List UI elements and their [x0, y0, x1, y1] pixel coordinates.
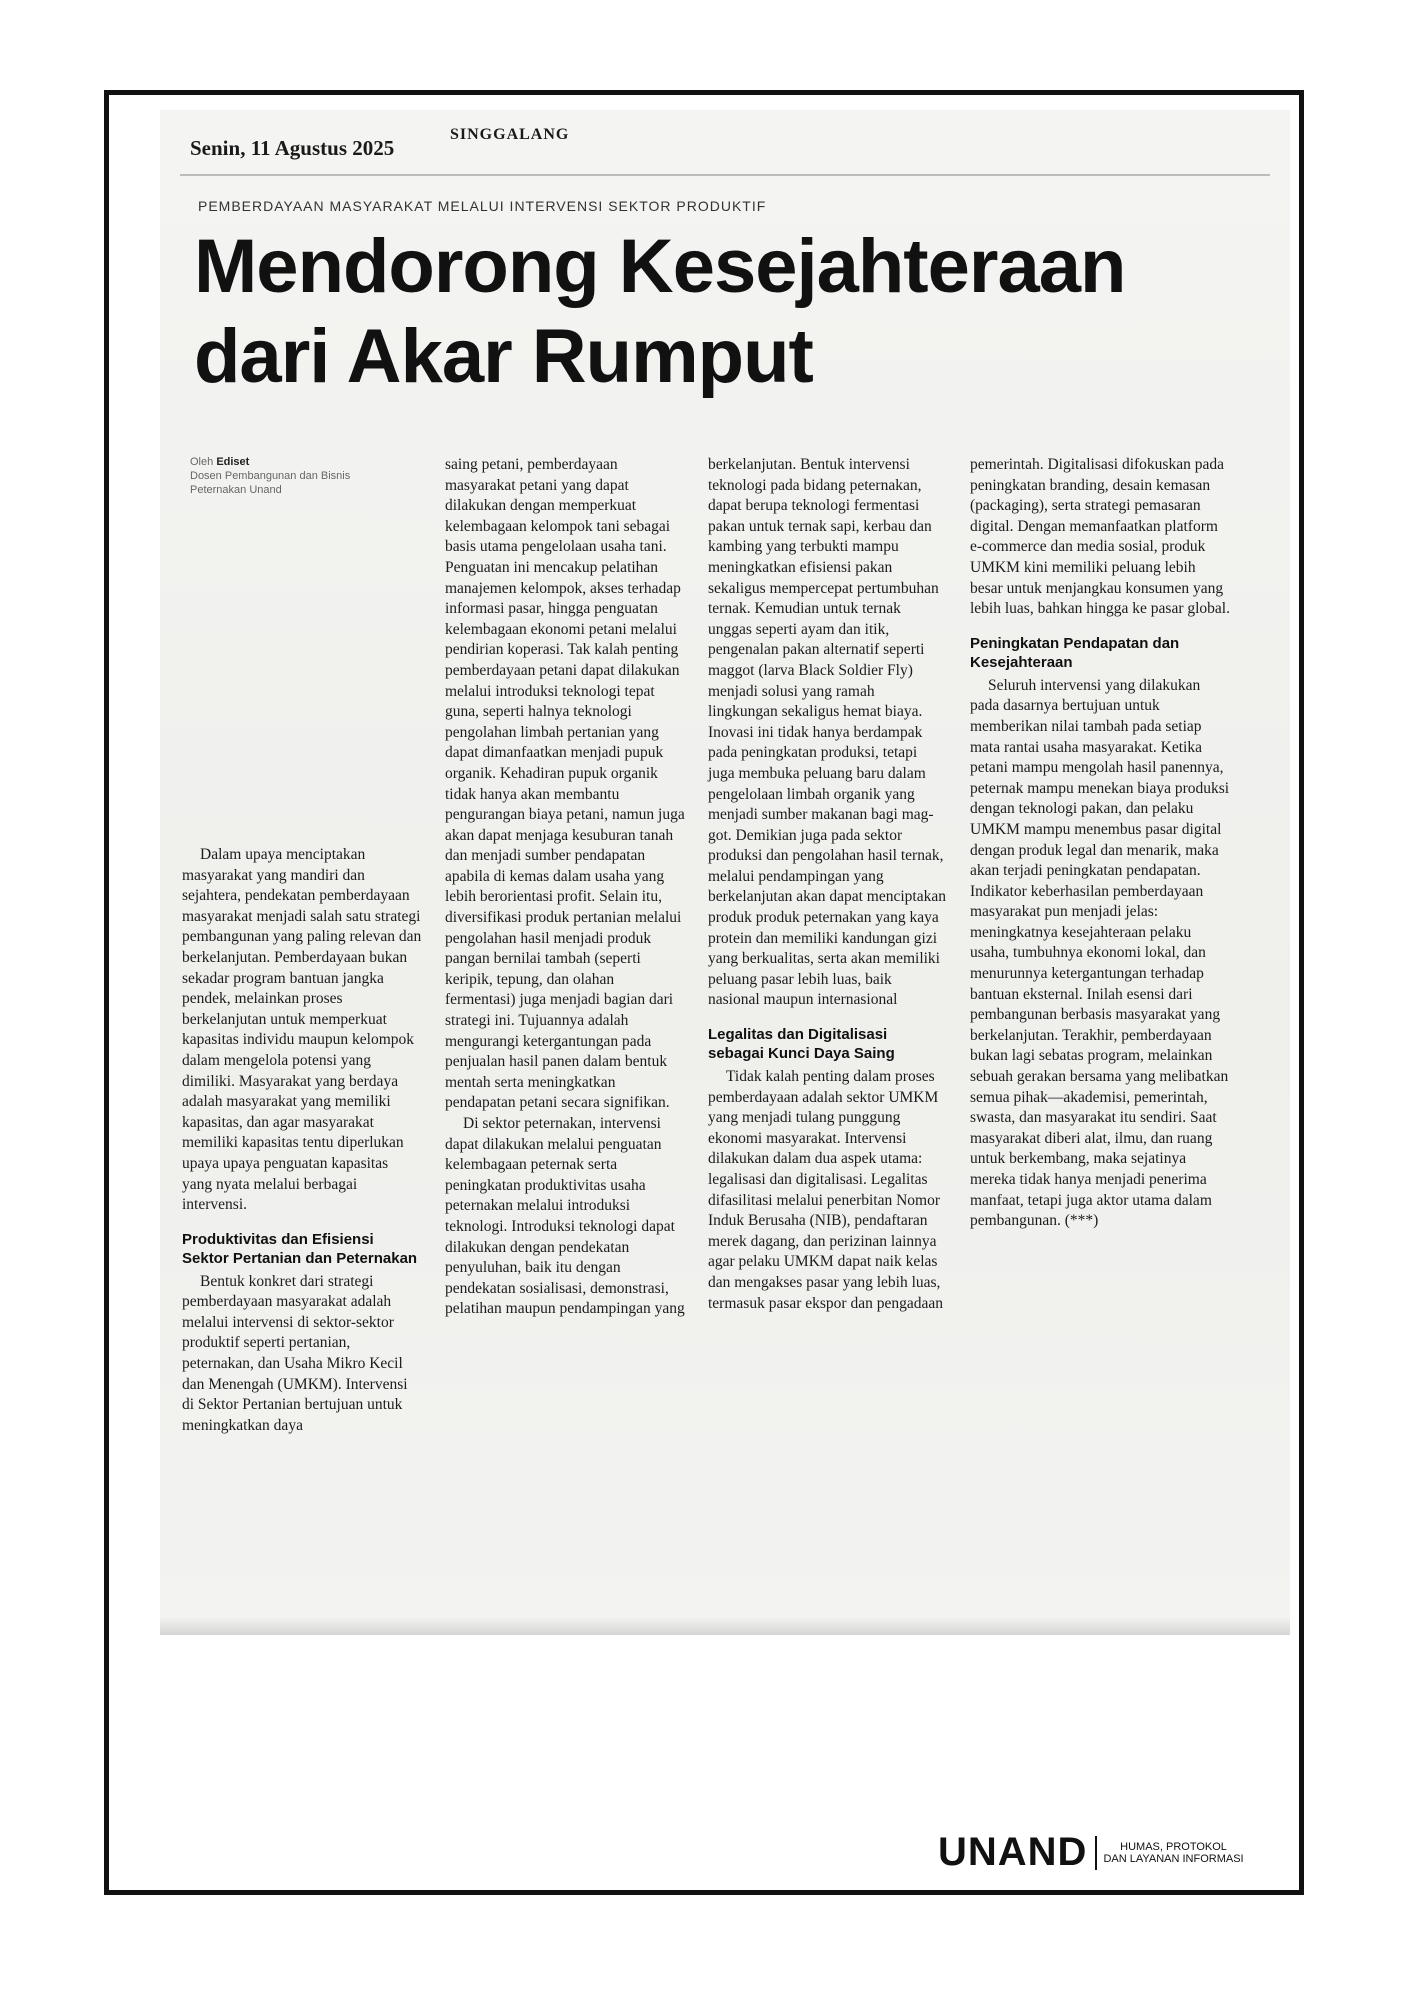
paragraph: Di sektor peternakan, intervensi dapat dilakukan melalui penguatan kelembagaan peternak serta peningkatan produktivitas usaha peternakan melalui introduksi teknologi. Introduksi teknologi dapat dilakukan dengan pendekatan penyuluhan, baik itu dengan pendekatan sosialisasi, demonstrasi, pelatihan maupun pendampingan yang — [445, 1115, 685, 1318]
headline — [194, 222, 1274, 402]
section-heading: Peningkatan Pendapatan dan Kesejahteraan — [970, 634, 1180, 671]
unit-line-2: DAN LAYANAN INFORMASI — [1103, 1852, 1244, 1865]
paragraph: Seluruh intervensi yang dilakukan pada dasarnya bertujuan untuk memberikan nilai tambah pada setiap mata rantai usaha masyarakat. Ketika petani mampu mengolah hasil panennya, peternak mampu menekan biaya produksi dengan teknologi pakan, dan pelaku UMKM mampu menembus pasar digital dengan produk legal dan menarik, maka akan terjadi peningkatan pendapatan. Indikator keberhasilan pemberdayaan masyarakat pun menjadi jelas: meningkatnya kesejahteraan pelaku usaha, tumbuhnya ekonomi lokal, dan menurunnya ketergantungan terhadap bantuan eksternal. Inilah esensi dari pembangunan berbasis masyarakat yang berkelanjutan. Terakhir, pemberdayaan bukan lagi sebatas program, melainkan sebuah gerakan bersama yang melibatkan semua pihak—akademisi, pemerintah, swasta, dan masyarakat itu sendiri. Saat masyarakat diberi alat, ilmu, dan ruang untuk berkembang, maka sejatinya mereka tidak hanya menjadi penerima manfaat, tetapi juga aktor utama dalam pembangunan. (***) — [970, 676, 1230, 1230]
byline-role-2: Peternakan Unand — [190, 484, 282, 496]
article-column-3 — [708, 455, 946, 1314]
kicker: PEMBERDAYAAN MASYARAKAT MELALUI INTERVENSI SEKTOR PRODUKTIF — [198, 198, 767, 214]
byline-prefix: Oleh — [190, 456, 214, 468]
paragraph: Dalam upaya menciptakan masyarakat yang mandiri dan sejahtera, pendekatan pemberdayaan masyarakat menjadi salah satu strategi pembangunan yang paling relevan dan berkelanjutan. Pemberdayaan bukan sekadar program bantuan jangka pendek, melainkan proses berkelanjutan untuk memperkuat kapasitas individu maupun kelompok dalam mengelola potensi yang dimiliki. Masyarakat yang berdaya adalah masyarakat yang memiliki kapasitas, dan agar masyarakat memiliki kapasitas tentu diperlukan upaya upaya penguatan kapasitas yang nyata melalui berbagai intervensi. — [182, 846, 422, 1214]
publication-date: Senin, 11 Agustus 2025 — [190, 136, 395, 160]
logo-wordmark: UNAND — [938, 1830, 1088, 1874]
article-column-2 — [445, 455, 685, 1320]
byline — [190, 455, 390, 497]
byline-role-1: Dosen Pembangunan dan Bisnis — [190, 470, 351, 482]
paragraph: berkelanjutan. Bentuk intervensi teknologi pada bidang peternakan, dapat berupa teknologi fermentasi pakan untuk ternak sapi, kerbau dan kambing yang terbukti mampu meningkatkan efisiensi pakan sekaligus mempercepat pertumbuhan ternak. Kemudian untuk ternak unggas seperti ayam dan itik, pengenalan pakan alternatif seperti maggot (larva Black Soldier Fly) menjadi solusi yang ramah lingkungan sekaligus hemat biaya. Inovasi ini tidak hanya berdampak pada peningkatan produksi, tetapi juga membuka peluang baru dalam pengelolaan limbah organik yang menjadi sumber makanan bagi mag-got. Demikian juga pada sektor produksi dan pengolahan hasil ternak, melalui pendampingan yang berkelanjutan akan dapat menciptakan produk produk peternakan yang kaya protein dan memiliki kandungan gizi yang berkualitas, serta akan memiliki peluang pasar lebih luas, baik nasional maupun internasional — [708, 456, 946, 1009]
publication-name: SINGGALANG — [450, 126, 570, 143]
byline-author: Ediset — [216, 456, 250, 468]
paragraph: Bentuk konkret dari strategi pemberdayaan masyarakat adalah melalui intervensi di sektor-sektor produktif seperti pertanian, peternakan, dan Usaha Mikro Kecil dan Menengah (UMKM). Intervensi di Sektor Pertanian bertujuan untuk meningkatkan daya — [182, 1272, 408, 1434]
header-divider — [180, 174, 1270, 176]
section-heading: Produktivitas dan Efisiensi Sektor Pertanian dan Peternakan — [182, 1230, 418, 1267]
logo-unit-name — [1103, 1841, 1243, 1865]
paragraph: saing petani, pemberdayaan masyarakat petani yang dapat dilakukan dengan memperkuat kelembagaan kelompok tani sebagai basis utama pengelolaan usaha tani. Penguatan ini mencakup pelatihan manajemen kelompok, akses terhadap informasi pasar, hingga penguatan kelembagaan ekonomi petani melalui pendirian koperasi. Tak kalah penting pemberdayaan petani dapat dilakukan melalui introduksi teknologi tepat guna, seperti halnya teknologi pengolahan limbah pertanian yang dapat dimanfaatkan menjadi pupuk organik. Kehadiran pupuk organik tidak hanya akan membantu pengurangan biaya petani, namun juga akan dapat menjaga kesuburan tanah dan menjadi sumber pendapatan apabila di kemas dalam usaha yang lebih berorientasi profit. Selain itu, diversifikasi produk pertanian melalui pengolahan hasil menjadi produk pangan bernilai tambah (seperti keripik, tepung, dan olahan fermentasi) juga menjadi bagian dari strategi ini. Tujuannya adalah mengurangi ketergantungan pada penjualan hasil panen dalam bentuk mentah serta meningkatkan pendapatan petani secara signifikan. — [445, 456, 685, 1112]
section-heading: Legalitas dan Digitalisasi sebagai Kunci Daya Saing — [708, 1026, 895, 1063]
logo-divider — [1095, 1836, 1097, 1870]
article-column-4 — [970, 455, 1232, 1232]
paragraph: Tidak kalah penting dalam proses pemberdayaan adalah sektor UMKM yang menjadi tulang punggung ekonomi masyarakat. Intervensi dilakukan dalam dua aspek utama: legalisasi dan digitalisasi. Legalitas difasilitasi melalui penerbitan Nomor Induk Berusaha (NIB), pendaftaran merek dagang, dan perizinan lainnya agar pelaku UMKM dapat naik kelas dan mengakses pasar yang lebih luas, termasuk pasar ekspor dan pengadaan — [708, 1068, 943, 1312]
article-column-1 — [182, 845, 422, 1436]
headline-line-1: Mendorong Kesejahteraan — [194, 224, 1126, 309]
unand-logo — [938, 1830, 1244, 1875]
newspaper-clipping — [160, 110, 1290, 1635]
paragraph: pemerintah. Digitalisasi difokuskan pada peningkatan branding, desain kemasan (packaging), serta strategi pemasaran digital. Dengan memanfaatkan platform e-commerce dan media sosial, produk UMKM kini memiliki peluang lebih besar untuk menjangkau konsumen yang lebih luas, bahkan hingga ke pasar global. — [970, 456, 1230, 618]
clipping-edge-shadow — [160, 1617, 1290, 1635]
headline-line-2: dari Akar Rumput — [194, 314, 813, 399]
unit-line-1: HUMAS, PROTOKOL — [1120, 1840, 1227, 1853]
